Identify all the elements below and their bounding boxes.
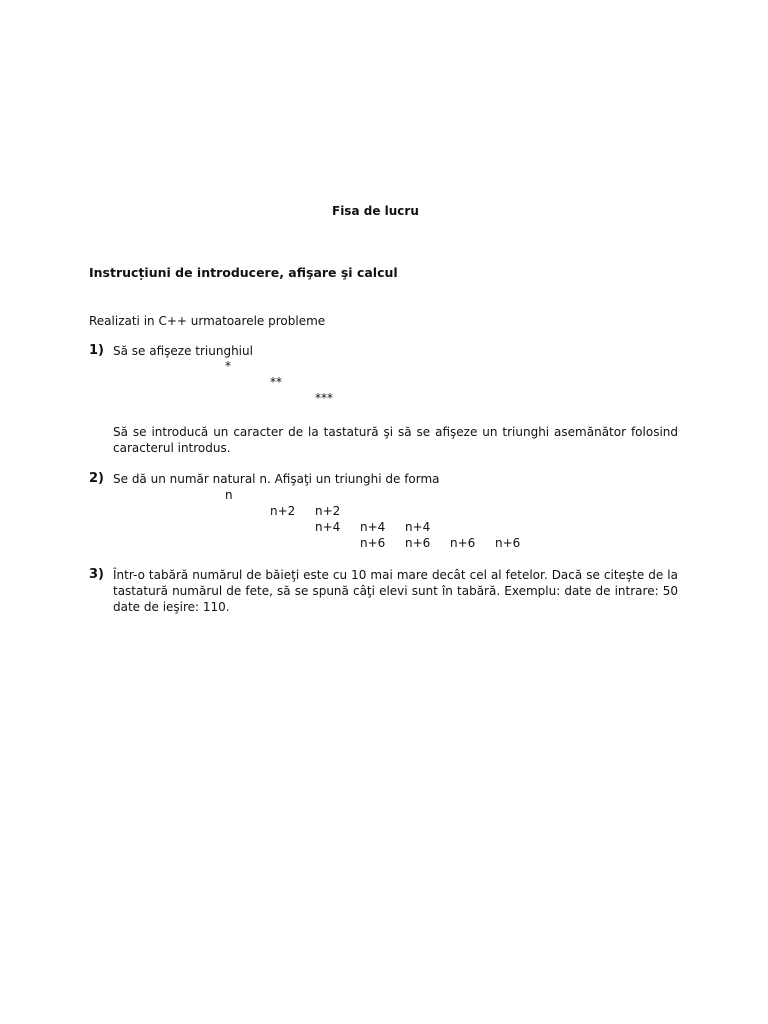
problem-number: 3)	[89, 567, 104, 582]
problem-statement: Să se afişeze triunghiul	[113, 344, 253, 358]
page-title: Fisa de lucru	[332, 204, 419, 218]
problem-statement: Se dă un număr natural n. Afişaţi un triunghi de forma	[113, 472, 440, 486]
problem-statement: Într-o tabără numărul de băieţi este cu 10 mai mare decât cel al fetelor. Dacă se citeşte de la tastatură numărul de fete, să se spună câţi elevi sunt în tabără. Exemplu: date de intrare: 50 date de ieşire: 110.	[113, 568, 678, 614]
intro-text: Realizati in C++ urmatoarele probleme	[89, 314, 326, 328]
pattern-row: *	[225, 359, 231, 373]
pattern-row: **	[270, 375, 282, 389]
problem-number: 2)	[89, 471, 104, 486]
pattern-cell: n+6	[450, 536, 476, 550]
pattern-cell: n+6	[495, 536, 521, 550]
pattern-cell: n+4	[405, 520, 431, 534]
pattern-cell: n+6	[405, 536, 431, 550]
section-heading: Instrucțiuni de introducere, afişare şi calcul	[89, 265, 398, 280]
pattern-row: ***	[315, 391, 333, 405]
problem-followup: Să se introducă un caracter de la tastatură şi să se afişeze un triunghi asemănător folosind caracterul introdus.	[113, 425, 678, 455]
pattern-cell: n+2	[270, 504, 296, 518]
pattern-cell: n+4	[315, 520, 341, 534]
problem-number: 1)	[89, 343, 104, 358]
pattern-cell: n+4	[360, 520, 386, 534]
pattern-cell: n+2	[315, 504, 341, 518]
pattern-cell: n	[225, 488, 233, 502]
pattern-cell: n+6	[360, 536, 386, 550]
